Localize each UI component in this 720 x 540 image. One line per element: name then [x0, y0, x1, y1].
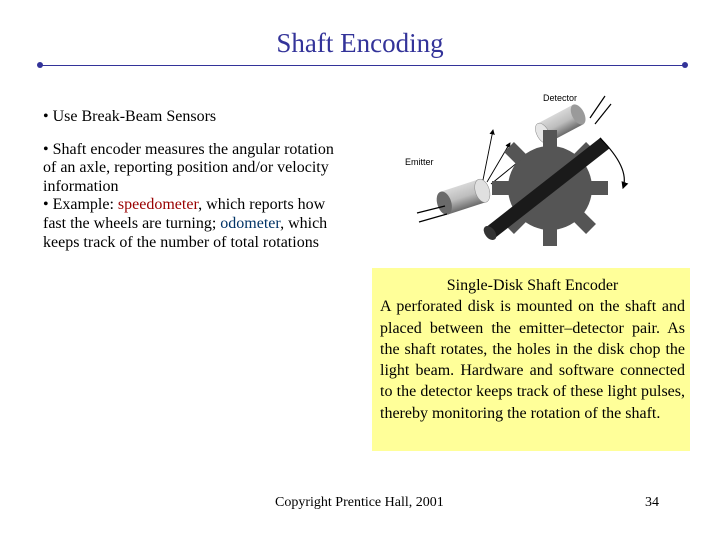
bullet-break-beam: • Use Break-Beam Sensors	[43, 108, 217, 125]
emitter-wire-2	[419, 214, 447, 222]
bullet-example-prefix: • Example:	[43, 196, 118, 214]
emitter-cylinder	[434, 177, 493, 217]
bullet-example	[43, 196, 343, 252]
term-odometer: odometer	[220, 214, 281, 232]
detector-label: Detector	[543, 93, 578, 103]
bullet-example-mid: , which reports how fast the wheels are turning;	[43, 196, 326, 232]
divider-right-dot	[682, 62, 688, 68]
bullet-example-suffix: , which keeps track of the number of total rotations	[43, 214, 328, 251]
shaft-encoder-diagram	[395, 88, 635, 258]
detector-cylinder	[532, 102, 588, 146]
emitter-label: Emitter	[405, 157, 434, 167]
divider-left-dot	[37, 62, 43, 68]
copyright-notice: Copyright Prentice Hall, 2001	[275, 495, 444, 510]
caption-body: A perforated disk is mounted on the shaft and placed between the emitter–detector pair. As the shaft rotates, the holes in the disk chop the light beam. Hardware and software connected to the detector keeps track of these light pulses, thereby monitoring the rotation of the shaft.	[380, 298, 685, 422]
caption-title: Single-Disk Shaft Encoder	[446, 277, 619, 294]
bullet-list	[43, 108, 343, 252]
caption	[380, 275, 685, 424]
bullet-shaft-encoder: • Shaft encoder measures the angular rotation of an axle, reporting position and/or velocity information	[43, 140, 334, 195]
term-speedometer: speedometer	[117, 196, 199, 214]
slide-title: Shaft Encoding	[276, 28, 444, 58]
page-number: 34	[645, 495, 659, 510]
title-divider	[40, 65, 685, 66]
